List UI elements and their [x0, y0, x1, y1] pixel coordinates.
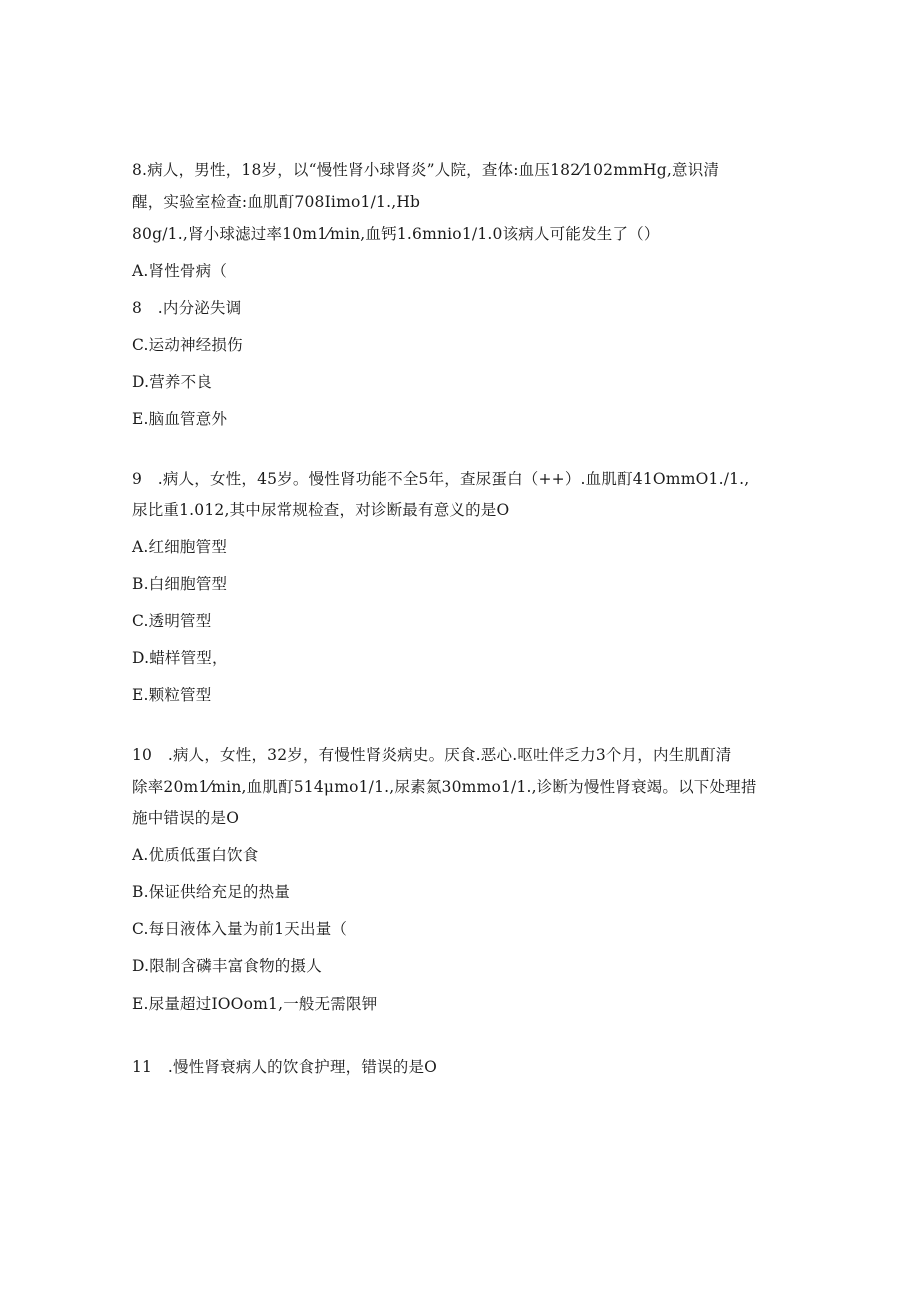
option-c: C.每日液体入量为前1天出量（ [132, 920, 348, 938]
option-a: A.红细胞管型 [132, 538, 228, 556]
question-stem-line: 80g/1.,肾小球滤过率10m1⁄min,血钙1.6mnio1/1.0该病人可能发生了（） [132, 225, 660, 243]
option-e: E.颗粒管型 [132, 686, 212, 704]
option-c: C.透明管型 [132, 612, 212, 630]
question-stem-line: 8.病人，男性，18岁，以“慢性肾小球肾炎”人院，查体:血压182⁄102mmHg,意识清 [132, 161, 720, 179]
option-a: A.肾性骨病（ [132, 262, 228, 280]
option-a: A.优质低蛋白饮食 [132, 846, 259, 864]
question-stem-line: 11 .慢性肾衰病人的饮食护理，错误的是O [132, 1058, 438, 1076]
option-e: E.脑血管意外 [132, 410, 228, 428]
option-e: E.尿量超过IOOom1,一般无需限钾 [132, 995, 378, 1013]
question-stem-line: 醒，实验室检查:血肌酊708Iimo1/1.,Hb [132, 193, 421, 211]
question-stem-line: 施中错误的是O [132, 809, 240, 827]
option-d: D.蜡样管型， [132, 649, 228, 667]
question-stem-line: 尿比重1.012,其中尿常规检查，对诊断最有意义的是O [132, 501, 510, 519]
option-d: D.限制含磷丰富食物的摄人 [132, 957, 322, 975]
option-b: B.白细胞管型 [132, 575, 228, 593]
option-b: B.保证供给充足的热量 [132, 883, 291, 901]
option-d: D.营养不良 [132, 373, 213, 391]
question-stem-line: 10 .病人，女性，32岁，有慢性肾炎病史。厌食.恶心.呕吐伴乏力3个月，内生肌酊清 [132, 746, 732, 764]
question-stem-line: 9 .病人，女性，45岁。慢性肾功能不全5年，查尿蛋白（++）.血肌酊41OmmO1./1., [132, 470, 750, 488]
question-stem-line: 除率20m1⁄min,血肌酊514μmo1/1.,尿素氮30mmo1/1.,诊断为慢性肾衰竭。以下处理措 [132, 778, 757, 796]
option-b: 8 .内分泌失调 [132, 299, 242, 317]
option-c: C.运动神经损伤 [132, 336, 243, 354]
